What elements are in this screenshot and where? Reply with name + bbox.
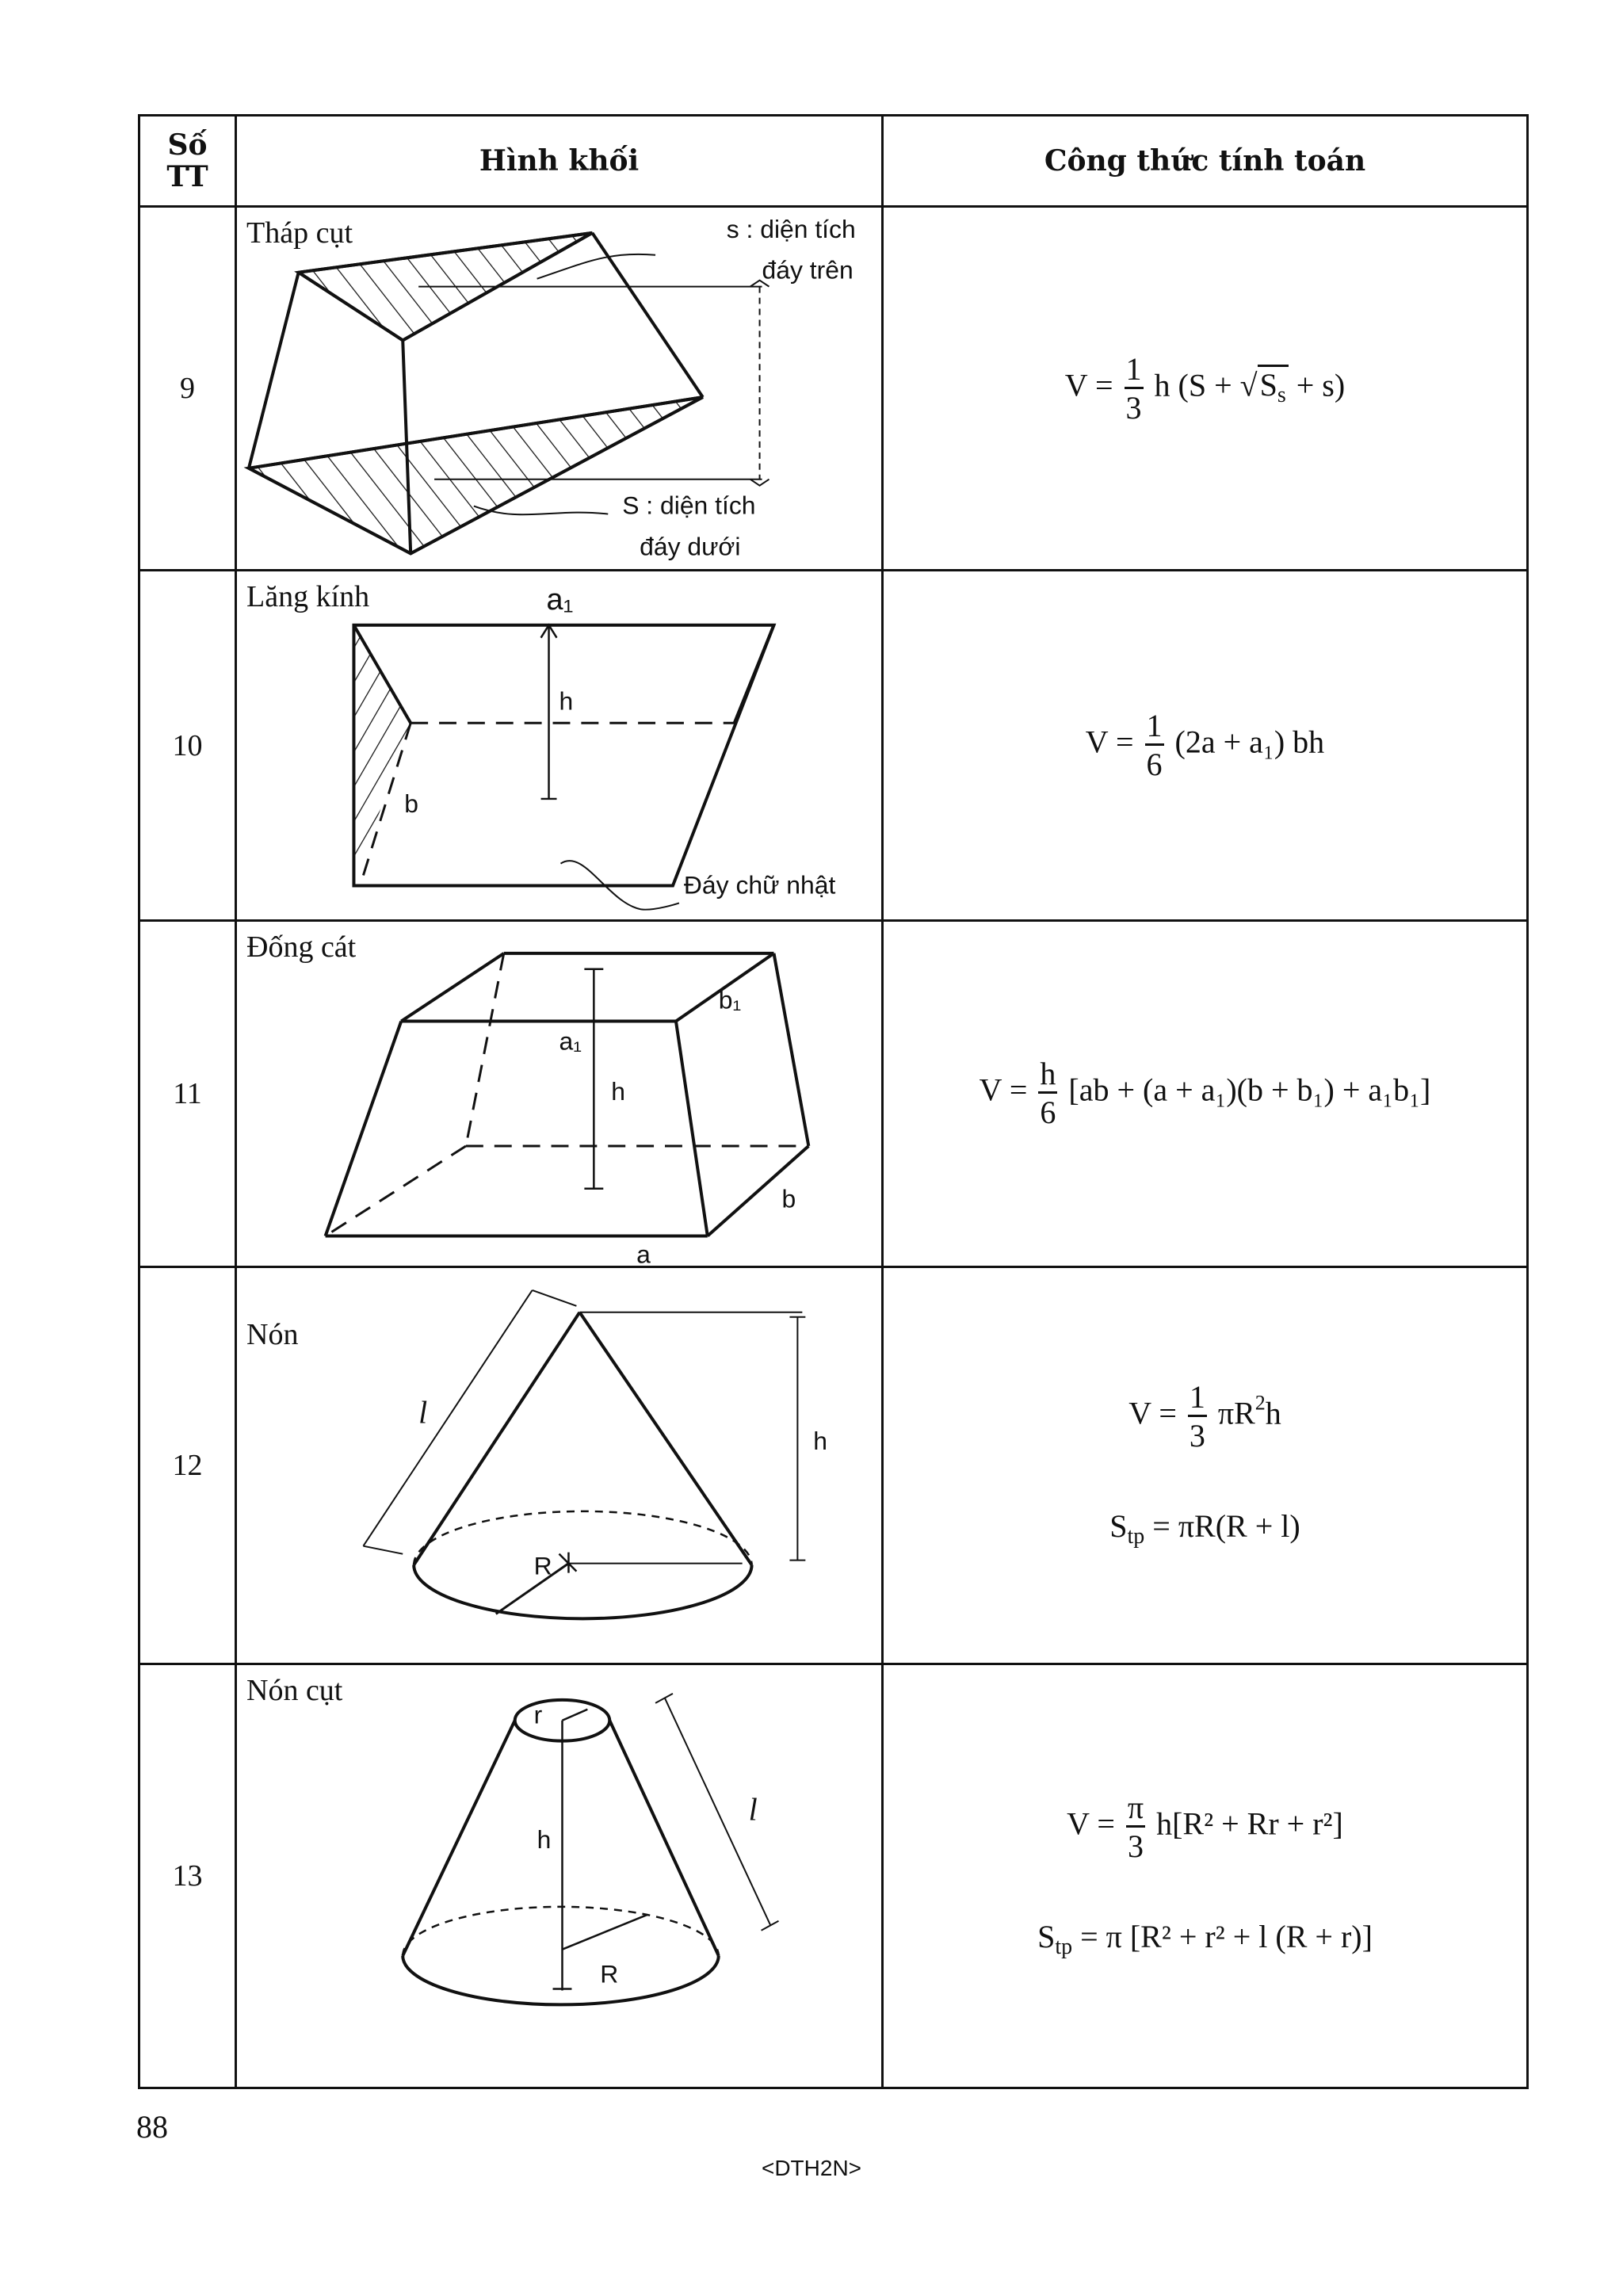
formula-cell [883,1664,1528,2088]
row-number: 10 [139,571,236,920]
bottom-area-label-1: S : diện tích [622,491,756,520]
h-label: h [537,1825,552,1855]
fraction-numerator: h [1038,1058,1057,1094]
formula-cell [883,1267,1528,1664]
page-footer: <DTH2N> [761,2156,862,2180]
table-row [139,920,1528,1266]
R-label: R [533,1551,552,1580]
header-row [139,116,1528,207]
fraction [1145,710,1164,781]
shape-name: Nón [246,1318,299,1352]
sqrt-sign: √ [1239,367,1258,403]
shape-cell [236,1664,883,2088]
formula-pre: h (S + [1154,367,1232,403]
top-area-label-2: đáy trên [762,255,854,285]
header-shape: Hình khối [236,116,883,207]
formula-rhs-sup: 2 [1254,1391,1266,1415]
l-label: l [418,1394,428,1431]
formula-lhs: V = [1128,1395,1177,1431]
fraction-denominator: 3 [1127,1828,1144,1865]
root-subscript: s [1277,383,1286,408]
shape-name: Lăng kính [246,580,370,614]
shape-name: Tháp cụt [246,216,353,250]
base-label: Đáy chữ nhật [683,870,836,900]
formula-table [138,114,1529,2089]
formula-lhs: V = [1067,1805,1115,1842]
a1-label: a₁ [559,1026,582,1056]
a-label: a [636,1240,651,1266]
page-number: 88 [136,2109,168,2145]
truncated-cone-figure [237,1665,881,2087]
b-label: b [404,789,418,819]
shape-cell [236,571,883,920]
formula-rhs: [ab + (a + a₁)(b + b₁) + a₁b₁] [1068,1072,1431,1109]
surface-sub: tp [1127,1524,1145,1549]
fraction-denominator: 6 [1040,1095,1056,1131]
sqrt-radicand [1258,365,1289,408]
shape-name: Nón cụt [246,1674,343,1708]
formula-lhs: V = [1064,367,1113,403]
cone-figure [237,1268,881,1663]
surface-formula [884,1507,1526,1549]
surface-rhs: = π [R² + r² + l (R + r)] [1080,1919,1373,1955]
a1-label: a₁ [546,583,574,617]
fraction [1188,1381,1207,1452]
row-number: 12 [139,1267,236,1664]
surface-lhs: S [1037,1919,1056,1955]
fraction-denominator: 6 [1146,747,1163,782]
header-no-line1: Số [167,128,208,162]
l-label: l [748,1791,758,1828]
h-label: h [559,686,574,716]
h-label: h [611,1076,625,1106]
root-base: S [1259,367,1277,403]
frustum-pyramid-figure [237,208,881,569]
row-number: 9 [139,207,236,571]
surface-rhs: = πR(R + l) [1152,1508,1300,1545]
table-row [139,1664,1528,2088]
fraction [1125,350,1144,426]
table-row [139,1267,1528,1664]
formula-rhs-pre: πR [1217,1395,1255,1431]
formula-cell [883,571,1528,920]
fraction-denominator: 3 [1125,389,1142,426]
R-label: R [600,1959,619,1988]
formula-rhs-post: h [1265,1395,1281,1431]
fraction [1038,1058,1057,1129]
fraction-numerator: π [1126,1792,1145,1828]
fraction-numerator: 1 [1145,710,1164,746]
table-row [139,207,1528,571]
surface-lhs: S [1109,1508,1128,1545]
fraction-numerator: 1 [1125,353,1144,389]
fraction-denominator: 3 [1189,1418,1205,1454]
header-no [139,116,236,207]
sand-pile-figure [237,922,881,1266]
b-label: b [781,1184,796,1213]
formula-rhs: h[R² + Rr + r²] [1156,1805,1343,1842]
shape-name: Đống cát [246,930,357,964]
fraction [1126,1790,1145,1865]
formula-cell [883,920,1528,1266]
fraction-numerator: 1 [1188,1381,1207,1417]
table-row [139,571,1528,920]
h-label: h [813,1427,828,1456]
formula-lhs: V = [979,1072,1028,1109]
shape-cell [236,1267,883,1664]
shape-cell [236,920,883,1266]
formula-post: + s) [1296,367,1346,403]
r-label: r [533,1700,543,1729]
formula-lhs: V = [1085,724,1134,760]
prism-figure [237,571,881,919]
shape-cell [236,207,883,571]
surface-sub: tp [1055,1935,1073,1960]
header-formula: Công thức tính toán [883,116,1528,207]
formula-rhs: (2a + a₁) bh [1174,724,1325,760]
row-number: 11 [139,920,236,1266]
row-number: 13 [139,1664,236,2088]
b1-label: b₁ [718,985,742,1014]
surface-formula [884,1918,1526,1960]
header-no-line2: TT [166,160,208,193]
formula-cell [883,207,1528,571]
top-area-label-1: s : diện tích [726,214,856,243]
bottom-area-label-2: đáy dưới [640,532,741,561]
